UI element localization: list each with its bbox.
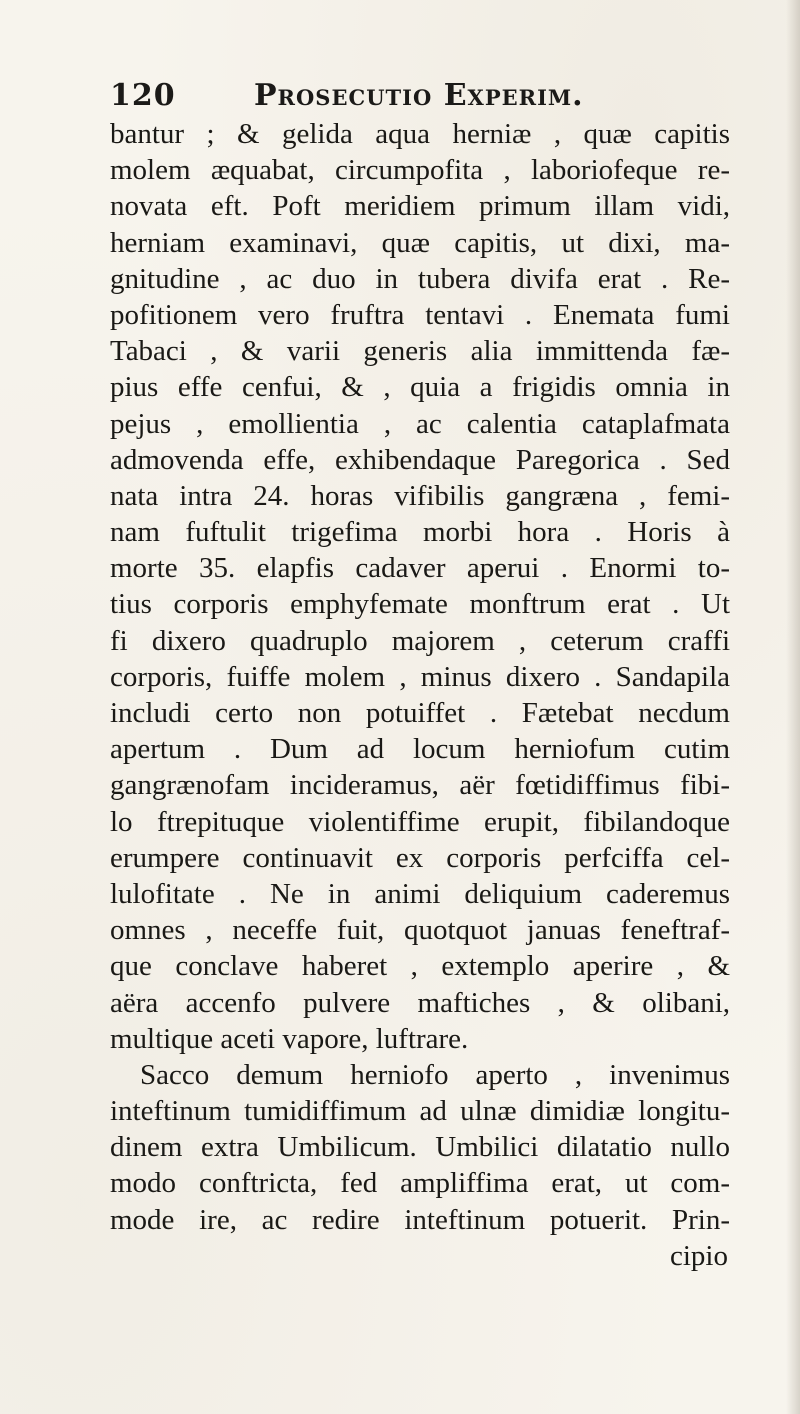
body-text <box>110 116 730 1274</box>
text-line: inteftinum tumidiffimum ad ulnæ dimidiæ longitu- <box>110 1095 730 1128</box>
text-line: que conclave haberet , extemplo aperire , & <box>110 950 730 983</box>
text-line: pejus , emollientia , ac calentia cataplafmata <box>110 407 730 440</box>
text-line: includi certo non potuiffet . Fætebat necdum <box>110 697 730 729</box>
text-line: gangrænofam incideramus, aër fœtidiffimus fibi- <box>110 769 730 802</box>
text-line: molem æquabat, circumpofita , laboriofeque re- <box>110 154 730 187</box>
text-line: multique aceti vapore, luftrare. <box>110 1022 469 1055</box>
text-line: dinem extra Umbilicum. Umbilici dilatatio nullo <box>110 1131 730 1164</box>
text-line: nata intra 24. horas vifibilis gangræna , femi- <box>110 479 730 512</box>
running-head: Prosecutio Experim. <box>254 78 584 113</box>
catchword: cipio <box>670 1239 728 1272</box>
text-line: fi dixero quadruplo majorem , ceterum craffi <box>110 624 730 657</box>
text-line: Sacco demum herniofo aperto , invenimus <box>140 1058 730 1091</box>
text-line: pofitionem vero fruftra tentavi . Enemata fumi <box>110 298 730 331</box>
text-line: corporis, fuiffe molem , minus dixero . Sandapila <box>110 660 730 693</box>
text-line: tius corporis emphyfemate monftrum erat . Ut <box>110 588 730 621</box>
text-line: gnitudine , ac duo in tubera divifa erat . Re- <box>110 262 730 295</box>
text-line: erumpere continuavit ex corporis perfciffa cel- <box>110 841 730 874</box>
text-line: apertum . Dum ad locum herniofum cutim <box>110 733 730 766</box>
text-line: pius effe cenfui, & , quia a frigidis omnia in <box>110 371 730 404</box>
page-edge-shadow <box>786 0 800 1414</box>
text-line: bantur ; & gelida aqua herniæ , quæ capitis <box>110 118 730 150</box>
text-line: herniam examinavi, quæ capitis, ut dixi, ma- <box>110 226 730 259</box>
text-line: admovenda effe, exhibendaque Paregorica . Sed <box>110 443 730 476</box>
text-line: mode ire, ac redire inteftinum potuerit. Prin- <box>110 1203 730 1236</box>
text-line: lulofitate . Ne in animi deliquium caderemus <box>110 877 730 910</box>
text-line: novata eft. Poft meridiem primum illam vidi, <box>110 190 730 223</box>
text-line: aëra accenfo pulvere maftiches , & olibani, <box>110 986 730 1019</box>
text-line: nam fuftulit trigefima morbi hora . Horis à <box>110 516 730 549</box>
text-line: modo conftricta, fed ampliffima erat, ut com- <box>110 1167 730 1200</box>
page-header <box>110 78 730 118</box>
text-line: Tabaci , & varii generis alia immittenda fæ- <box>110 335 730 368</box>
text-line: lo ftrepituque violentiffime erupit, fibilandoque <box>110 805 730 838</box>
page-number: 120 <box>110 78 176 113</box>
text-line: morte 35. elapfis cadaver aperui . Enormi to- <box>110 552 730 585</box>
text-line: omnes , neceffe fuit, quotquot januas feneftraf- <box>110 914 730 947</box>
